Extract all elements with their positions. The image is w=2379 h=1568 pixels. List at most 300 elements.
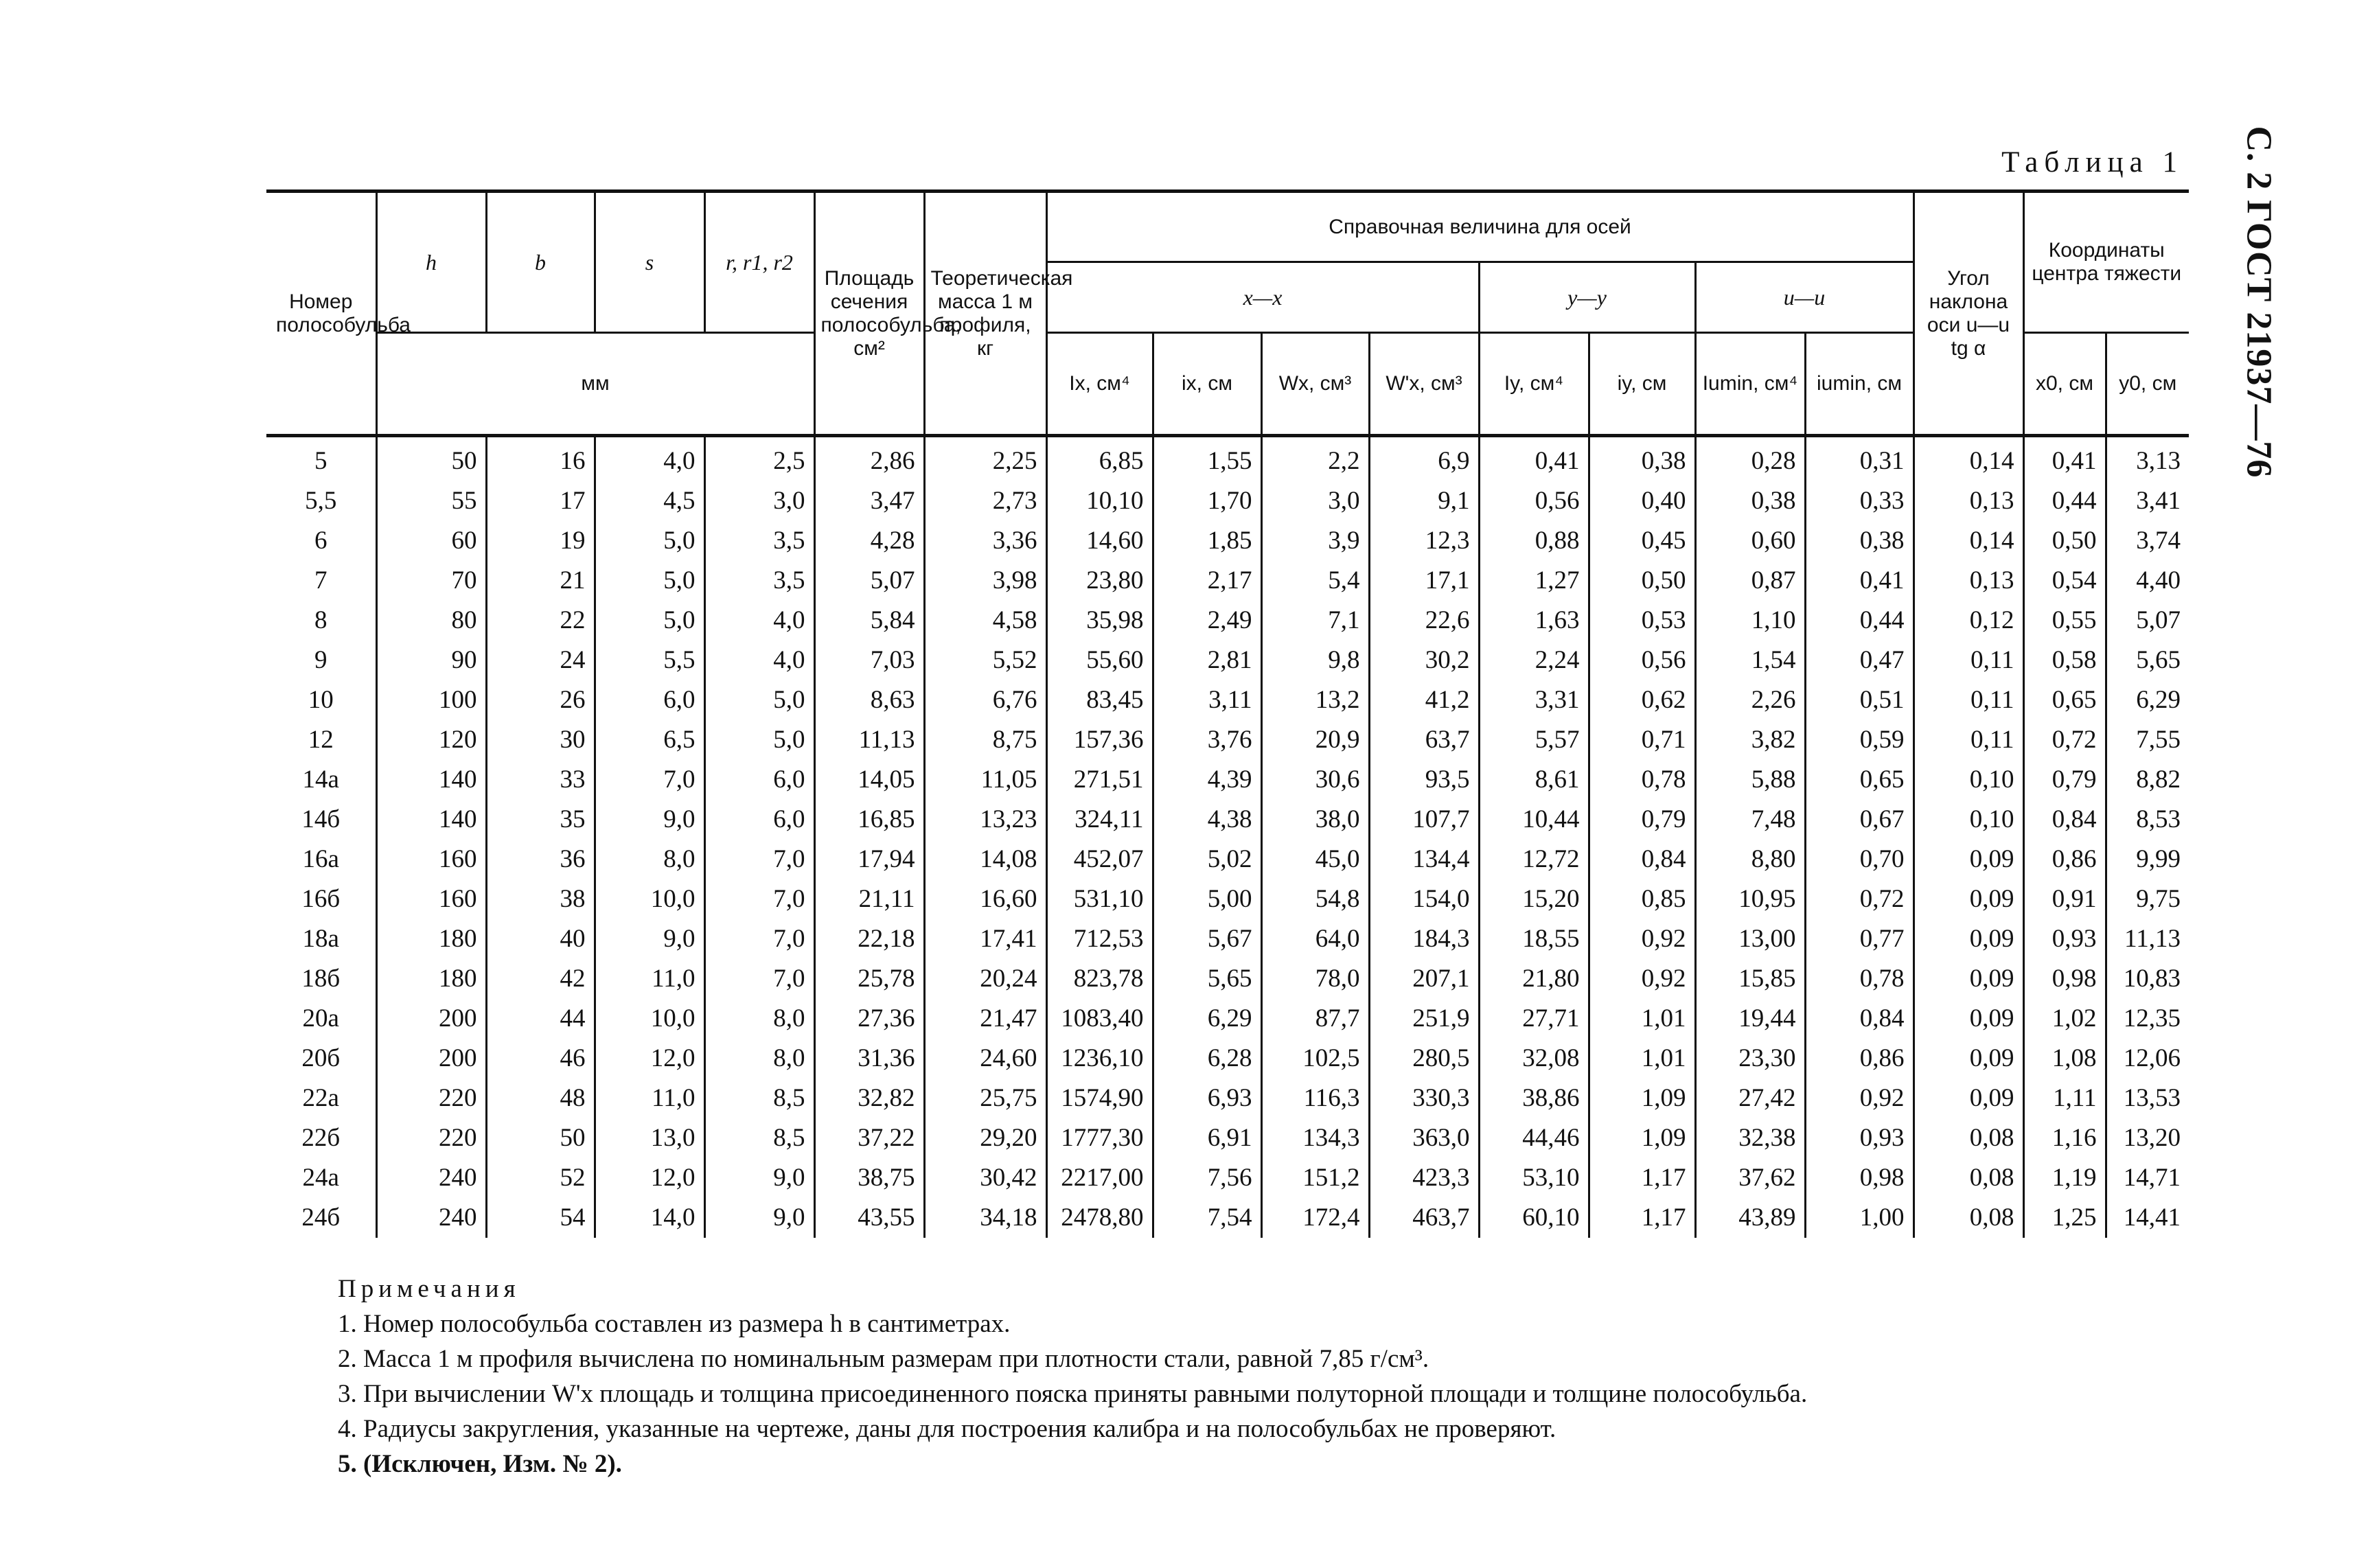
table-cell: 9,75 [2106, 879, 2189, 919]
table-row [266, 1079, 2189, 1118]
table-cell: 63,7 [1369, 720, 1479, 760]
table-cell: 20,24 [924, 959, 1046, 999]
side-header-text: С. 2 ГОСТ 21937—76 [2239, 126, 2279, 479]
table-cell: 154,0 [1369, 879, 1479, 919]
table-cell: 5,5 [595, 641, 704, 680]
table-cell: 9,0 [595, 800, 704, 840]
table-cell: 7,0 [704, 879, 814, 919]
table-cell: 11,0 [595, 959, 704, 999]
table-cell: 6 [266, 521, 376, 561]
table-cell: 0,87 [1695, 561, 1805, 601]
notes [338, 1271, 2192, 1481]
table-cell: 7,0 [704, 840, 814, 879]
table-row [266, 800, 2189, 840]
table-cell: 3,76 [1153, 720, 1261, 760]
table-cell: 10,95 [1695, 879, 1805, 919]
table-cell: 11,0 [595, 1079, 704, 1118]
table-cell: 0,72 [2023, 720, 2106, 760]
table-cell: 8,0 [704, 1039, 814, 1079]
header-x0: x0, см [2023, 333, 2106, 436]
table-cell: 0,50 [2023, 521, 2106, 561]
table-cell: 5,88 [1695, 760, 1805, 800]
table-cell: 172,4 [1261, 1198, 1369, 1238]
table-cell: 0,53 [1589, 601, 1695, 641]
table-cell: 45,0 [1261, 840, 1369, 879]
table-cell: 1,63 [1479, 601, 1589, 641]
table-cell: 0,10 [1913, 800, 2023, 840]
table-cell: 0,70 [1805, 840, 1913, 879]
table-cell: 6,29 [1153, 999, 1261, 1039]
table-cell: 1,08 [2023, 1039, 2106, 1079]
table-row [266, 436, 2189, 482]
table-cell: 5 [266, 436, 376, 482]
table-cell: 17,1 [1369, 561, 1479, 601]
header-Iumin: Iumin, см⁴ [1695, 333, 1805, 436]
header-xx: x—x [1046, 262, 1479, 333]
table-cell: 14,41 [2106, 1198, 2189, 1238]
header-uu: u—u [1695, 262, 1913, 333]
table-cell: 11,13 [814, 720, 924, 760]
table-cell: 9,1 [1369, 481, 1479, 521]
note-item: 3. При вычислении W'x площадь и толщина присоединенного пояска приняты равными полуторной площади и толщине полособульба. [338, 1380, 1808, 1408]
table-cell: 30,42 [924, 1158, 1046, 1198]
table-cell: 21,47 [924, 999, 1046, 1039]
profile-table [266, 189, 2189, 1238]
table-cell: 452,07 [1046, 840, 1153, 879]
table-cell: 25,75 [924, 1079, 1046, 1118]
table-cell: 44 [486, 999, 595, 1039]
table-row [266, 641, 2189, 680]
table-cell: 0,67 [1805, 800, 1913, 840]
table-cell: 6,9 [1369, 436, 1479, 482]
table-cell: 0,92 [1589, 919, 1695, 959]
table-cell: 25,78 [814, 959, 924, 999]
table-cell: 0,62 [1589, 680, 1695, 720]
table-cell: 151,2 [1261, 1158, 1369, 1198]
table-cell: 11,05 [924, 760, 1046, 800]
table-cell: 8,82 [2106, 760, 2189, 800]
table-cell: 6,5 [595, 720, 704, 760]
table-cell: 1,11 [2023, 1079, 2106, 1118]
table-cell: 1,17 [1589, 1198, 1695, 1238]
table-cell: 10 [266, 680, 376, 720]
table-cell: 200 [376, 1039, 486, 1079]
table-cell: 54 [486, 1198, 595, 1238]
table-cell: 15,20 [1479, 879, 1589, 919]
table-cell: 134,3 [1261, 1118, 1369, 1158]
table-cell: 2,73 [924, 481, 1046, 521]
table-cell: 1083,40 [1046, 999, 1153, 1039]
table-cell: 33 [486, 760, 595, 800]
table-cell: 1,01 [1589, 1039, 1695, 1079]
table-cell: 3,0 [1261, 481, 1369, 521]
table-cell: 0,09 [1913, 959, 2023, 999]
table-cell: 9,99 [2106, 840, 2189, 879]
table-cell: 0,33 [1805, 481, 1913, 521]
table-cell: 0,72 [1805, 879, 1913, 919]
table-cell: 16,85 [814, 800, 924, 840]
table-cell: 116,3 [1261, 1079, 1369, 1118]
table-cell: 46 [486, 1039, 595, 1079]
table-cell: 38,86 [1479, 1079, 1589, 1118]
table-cell: 70 [376, 561, 486, 601]
table-row [266, 521, 2189, 561]
header-Wx1: W'x, см³ [1369, 333, 1479, 436]
table-cell: 38,75 [814, 1158, 924, 1198]
table-cell: 53,10 [1479, 1158, 1589, 1198]
table-cell: 2,86 [814, 436, 924, 482]
table-cell: 16б [266, 879, 376, 919]
table-cell: 0,50 [1589, 561, 1695, 601]
table-cell: 0,41 [1479, 436, 1589, 482]
table-cell: 52 [486, 1158, 595, 1198]
table-cell: 16,60 [924, 879, 1046, 919]
table-cell: 17 [486, 481, 595, 521]
table-cell: 7,48 [1695, 800, 1805, 840]
table-cell: 2,17 [1153, 561, 1261, 601]
table-cell: 0,65 [2023, 680, 2106, 720]
table-cell: 5,52 [924, 641, 1046, 680]
table-cell: 140 [376, 800, 486, 840]
table-cell: 1,85 [1153, 521, 1261, 561]
table-cell: 0,14 [1913, 436, 2023, 482]
table-cell: 22 [486, 601, 595, 641]
table-cell: 0,44 [2023, 481, 2106, 521]
table-cell: 0,11 [1913, 680, 2023, 720]
header-iumin: iumin, см [1805, 333, 1913, 436]
table-cell: 5,65 [1153, 959, 1261, 999]
table-header [266, 192, 2189, 436]
table-cell: 12 [266, 720, 376, 760]
table-cell: 5,02 [1153, 840, 1261, 879]
table-cell: 7 [266, 561, 376, 601]
table-cell: 140 [376, 760, 486, 800]
table-cell: 1777,30 [1046, 1118, 1153, 1158]
table-cell: 324,11 [1046, 800, 1153, 840]
table-cell: 0,65 [1805, 760, 1913, 800]
table-cell: 5,65 [2106, 641, 2189, 680]
table-row [266, 999, 2189, 1039]
table-cell: 13,2 [1261, 680, 1369, 720]
table-cell: 13,0 [595, 1118, 704, 1158]
table-cell: 1,16 [2023, 1118, 2106, 1158]
table-cell: 0,55 [2023, 601, 2106, 641]
table-row [266, 601, 2189, 641]
table-cell: 18,55 [1479, 919, 1589, 959]
table-cell: 27,42 [1695, 1079, 1805, 1118]
table-cell: 20а [266, 999, 376, 1039]
table-row [266, 561, 2189, 601]
table-cell: 31,36 [814, 1039, 924, 1079]
header-Iy: Iy, см⁴ [1479, 333, 1589, 436]
table-cell: 0,84 [1805, 999, 1913, 1039]
table-cell: 35,98 [1046, 601, 1153, 641]
table-cell: 93,5 [1369, 760, 1479, 800]
table-cell: 0,88 [1479, 521, 1589, 561]
header-mm: мм [376, 333, 814, 436]
table-cell: 21,11 [814, 879, 924, 919]
table-cell: 14,08 [924, 840, 1046, 879]
table-cell: 17,94 [814, 840, 924, 879]
table-cell: 271,51 [1046, 760, 1153, 800]
table-cell: 0,09 [1913, 1079, 2023, 1118]
table-cell: 0,38 [1695, 481, 1805, 521]
table-cell: 43,55 [814, 1198, 924, 1238]
table-cell: 220 [376, 1118, 486, 1158]
table-cell: 8,0 [704, 999, 814, 1039]
table-cell: 8,5 [704, 1118, 814, 1158]
table-cell: 1,17 [1589, 1158, 1695, 1198]
table-cell: 0,11 [1913, 641, 2023, 680]
header-reference: Справочная величина для осей [1046, 192, 1913, 262]
table-cell: 134,4 [1369, 840, 1479, 879]
table-cell: 251,9 [1369, 999, 1479, 1039]
table-cell: 8,61 [1479, 760, 1589, 800]
table-cell: 4,0 [595, 436, 704, 482]
table-cell: 44,46 [1479, 1118, 1589, 1158]
table-cell: 4,58 [924, 601, 1046, 641]
table-cell: 0,38 [1805, 521, 1913, 561]
table-cell: 0,92 [1589, 959, 1695, 999]
table-cell: 19,44 [1695, 999, 1805, 1039]
table-cell: 180 [376, 919, 486, 959]
table-cell: 4,0 [704, 641, 814, 680]
table-cell: 102,5 [1261, 1039, 1369, 1079]
table-cell: 5,0 [595, 521, 704, 561]
table-cell: 712,53 [1046, 919, 1153, 959]
table-cell: 24,60 [924, 1039, 1046, 1079]
table-cell: 3,13 [2106, 436, 2189, 482]
table-cell: 6,0 [704, 800, 814, 840]
table-cell: 5,07 [814, 561, 924, 601]
table-cell: 1,00 [1805, 1198, 1913, 1238]
table-cell: 0,56 [1479, 481, 1589, 521]
table-cell: 0,41 [1805, 561, 1913, 601]
table-cell: 463,7 [1369, 1198, 1479, 1238]
table-cell: 0,47 [1805, 641, 1913, 680]
table-cell: 0,58 [2023, 641, 2106, 680]
table-cell: 38,0 [1261, 800, 1369, 840]
table-cell: 3,5 [704, 561, 814, 601]
header-b: b [486, 192, 595, 333]
table-cell: 2,2 [1261, 436, 1369, 482]
table-cell: 30,2 [1369, 641, 1479, 680]
table-cell: 0,41 [2023, 436, 2106, 482]
table-cell: 107,7 [1369, 800, 1479, 840]
table-cell: 5,00 [1153, 879, 1261, 919]
table-cell: 14а [266, 760, 376, 800]
table-cell: 78,0 [1261, 959, 1369, 999]
table-cell: 0,40 [1589, 481, 1695, 521]
table-cell: 14,05 [814, 760, 924, 800]
table-cell: 0,93 [2023, 919, 2106, 959]
table-cell: 3,36 [924, 521, 1046, 561]
table-cell: 7,0 [704, 959, 814, 999]
note-item: 4. Радиусы закругления, указанные на чертеже, даны для построения калибра и на полособульбах не проверяют. [338, 1415, 1556, 1443]
table-cell: 8,80 [1695, 840, 1805, 879]
table-cell: 12,06 [2106, 1039, 2189, 1079]
table-cell: 37,62 [1695, 1158, 1805, 1198]
table-cell: 5,67 [1153, 919, 1261, 959]
table-row [266, 1198, 2189, 1238]
table-row [266, 959, 2189, 999]
table-cell: 9 [266, 641, 376, 680]
table-cell: 8 [266, 601, 376, 641]
table-cell: 0,85 [1589, 879, 1695, 919]
table-cell: 27,36 [814, 999, 924, 1039]
table-cell: 0,56 [1589, 641, 1695, 680]
table-cell: 6,0 [595, 680, 704, 720]
table-cell: 18а [266, 919, 376, 959]
table-cell: 13,20 [2106, 1118, 2189, 1158]
table-row [266, 720, 2189, 760]
table-cell: 42 [486, 959, 595, 999]
table-cell: 1,19 [2023, 1158, 2106, 1198]
table-cell: 157,36 [1046, 720, 1153, 760]
table-cell: 8,5 [704, 1079, 814, 1118]
table-cell: 4,0 [704, 601, 814, 641]
table-cell: 1,70 [1153, 481, 1261, 521]
header-coords: Координаты центра тяжести [2023, 192, 2189, 333]
table-cell: 48 [486, 1079, 595, 1118]
table-cell: 24 [486, 641, 595, 680]
table-cell: 5,07 [2106, 601, 2189, 641]
table-cell: 3,9 [1261, 521, 1369, 561]
table-row [266, 481, 2189, 521]
table-cell: 55 [376, 481, 486, 521]
table-cell: 0,84 [1589, 840, 1695, 879]
table-cell: 10,0 [595, 879, 704, 919]
table-cell: 40 [486, 919, 595, 959]
table-cell: 1,27 [1479, 561, 1589, 601]
notes-heading: Примечания [338, 1275, 520, 1303]
table-cell: 12,72 [1479, 840, 1589, 879]
table-body [266, 436, 2189, 1238]
table-cell: 12,3 [1369, 521, 1479, 561]
table-cell: 21 [486, 561, 595, 601]
header-y0: y0, см [2106, 333, 2189, 436]
table-cell: 1,54 [1695, 641, 1805, 680]
table-cell: 1574,90 [1046, 1079, 1153, 1118]
table-cell: 2,26 [1695, 680, 1805, 720]
table-cell: 50 [376, 436, 486, 482]
table-cell: 423,3 [1369, 1158, 1479, 1198]
table-cell: 9,0 [704, 1198, 814, 1238]
table-cell: 6,91 [1153, 1118, 1261, 1158]
table-row [266, 1039, 2189, 1079]
table-title: Таблица 1 [2001, 146, 2183, 178]
table-cell: 14,60 [1046, 521, 1153, 561]
header-area: Площадь сечения полособульба, см² [814, 192, 924, 436]
header-r: r, r1, r2 [704, 192, 814, 333]
table-cell: 0,78 [1805, 959, 1913, 999]
table-cell: 54,8 [1261, 879, 1369, 919]
header-Ix: Ix, см⁴ [1046, 333, 1153, 436]
table-cell: 100 [376, 680, 486, 720]
table-cell: 2,81 [1153, 641, 1261, 680]
table-cell: 220 [376, 1079, 486, 1118]
table-cell: 200 [376, 999, 486, 1039]
page-side-header [2225, 126, 2293, 479]
table-cell: 0,51 [1805, 680, 1913, 720]
table-row [266, 919, 2189, 959]
table-cell: 10,0 [595, 999, 704, 1039]
table-cell: 0,84 [2023, 800, 2106, 840]
header-angle: Угол наклона оси u—u tg α [1913, 192, 2023, 436]
table-row [266, 1158, 2189, 1198]
table-cell: 10,83 [2106, 959, 2189, 999]
table-cell: 5,57 [1479, 720, 1589, 760]
header-s: s [595, 192, 704, 333]
table-cell: 0,79 [1589, 800, 1695, 840]
table-cell: 0,14 [1913, 521, 2023, 561]
table-cell: 20б [266, 1039, 376, 1079]
table-cell: 0,31 [1805, 436, 1913, 482]
table-cell: 13,00 [1695, 919, 1805, 959]
table-cell: 0,08 [1913, 1158, 2023, 1198]
table-cell: 9,0 [595, 919, 704, 959]
table-cell: 3,74 [2106, 521, 2189, 561]
table-cell: 0,98 [2023, 959, 2106, 999]
table-cell: 24б [266, 1198, 376, 1238]
table-cell: 13,23 [924, 800, 1046, 840]
table-cell: 0,77 [1805, 919, 1913, 959]
table-cell: 43,89 [1695, 1198, 1805, 1238]
table-cell: 823,78 [1046, 959, 1153, 999]
table-cell: 60 [376, 521, 486, 561]
table-cell: 0,60 [1695, 521, 1805, 561]
table-cell: 0,08 [1913, 1198, 2023, 1238]
table-cell: 3,5 [704, 521, 814, 561]
table-cell: 6,28 [1153, 1039, 1261, 1079]
table-cell: 0,78 [1589, 760, 1695, 800]
table-cell: 330,3 [1369, 1079, 1479, 1118]
table-cell: 0,08 [1913, 1118, 2023, 1158]
table-cell: 20,9 [1261, 720, 1369, 760]
table-cell: 7,0 [595, 760, 704, 800]
table-cell: 5,5 [266, 481, 376, 521]
table-cell: 3,0 [704, 481, 814, 521]
table-cell: 0,28 [1695, 436, 1805, 482]
table-row [266, 840, 2189, 879]
note-item: 1. Номер полособульба составлен из размера h в сантиметрах. [338, 1310, 1011, 1338]
table-cell: 7,0 [704, 919, 814, 959]
table-cell: 280,5 [1369, 1039, 1479, 1079]
table-cell: 160 [376, 840, 486, 879]
table-cell: 9,0 [704, 1158, 814, 1198]
table-cell: 0,91 [2023, 879, 2106, 919]
table-cell: 0,92 [1805, 1079, 1913, 1118]
table-cell: 1,55 [1153, 436, 1261, 482]
table-cell: 22б [266, 1118, 376, 1158]
table-cell: 0,93 [1805, 1118, 1913, 1158]
table-cell: 184,3 [1369, 919, 1479, 959]
table-cell: 4,28 [814, 521, 924, 561]
note-item: 5. (Исключен, Изм. № 2). [338, 1450, 622, 1478]
table-cell: 4,5 [595, 481, 704, 521]
table-cell: 17,41 [924, 919, 1046, 959]
table-cell: 2,49 [1153, 601, 1261, 641]
table-cell: 5,0 [704, 720, 814, 760]
table-cell: 0,13 [1913, 481, 2023, 521]
table-row [266, 760, 2189, 800]
table-cell: 531,10 [1046, 879, 1153, 919]
table-cell: 87,7 [1261, 999, 1369, 1039]
table-cell: 27,71 [1479, 999, 1589, 1039]
table-cell: 0,86 [1805, 1039, 1913, 1079]
table-cell: 7,56 [1153, 1158, 1261, 1198]
table-cell: 240 [376, 1198, 486, 1238]
